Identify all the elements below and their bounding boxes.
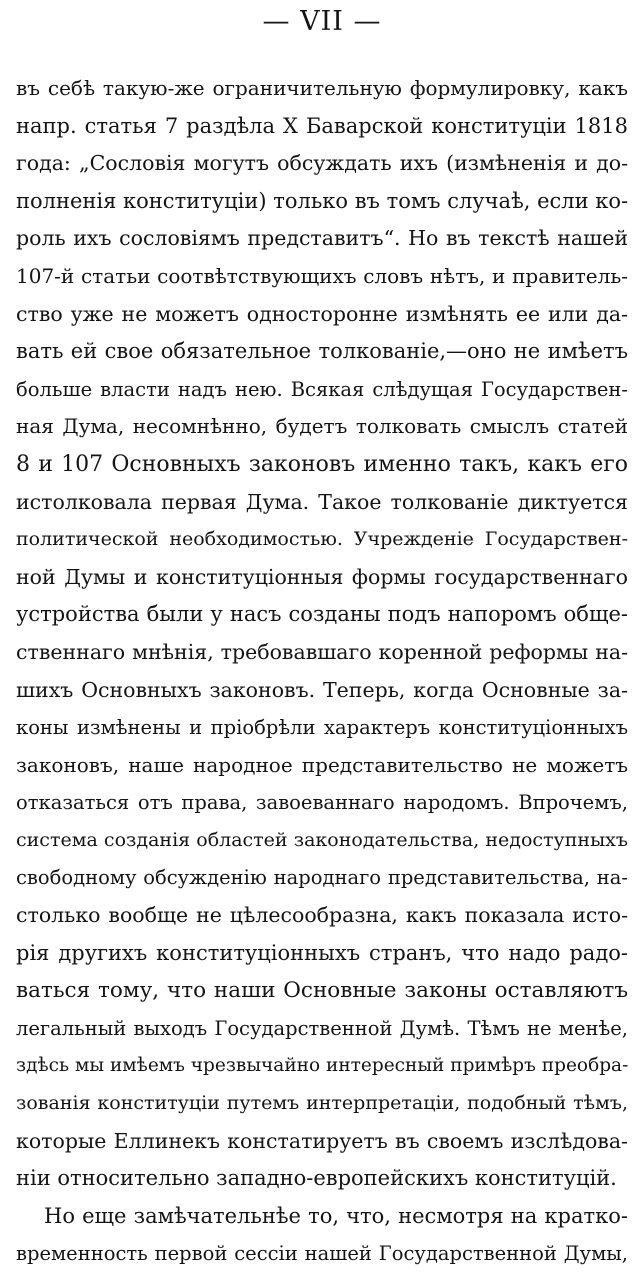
text-line: напр. статья 7 раздѣла X Баварской конституціи 1818 bbox=[16, 113, 628, 138]
text-line: 8 и 107 Основныхъ законовъ именно такъ, какъ его bbox=[16, 451, 628, 477]
page-number-header: — VII — bbox=[262, 6, 382, 37]
text-line: 107-й статьи соотвѣтствующихъ словъ нѣтъ, и правитель- bbox=[16, 263, 628, 288]
text-line: ная Дума, несомнѣнно, будетъ толковать смыслъ статей bbox=[16, 414, 628, 439]
body-text bbox=[16, 70, 628, 1273]
text-line: здѣсь мы имѣемъ чрезвычайно интересный примѣръ преобра- bbox=[16, 1055, 629, 1077]
text-line: ственнаго мнѣнія, требовавшаго коренной реформы на- bbox=[16, 639, 628, 664]
text-line: система созданія областей законодательства, недоступныхъ bbox=[16, 828, 628, 851]
text-line: Но еще замѣчательнѣе то, что, несмотря на кратко- bbox=[44, 1203, 628, 1228]
text-line: вать ей свое обязательное толкованіе,—оно не имѣетъ bbox=[16, 339, 628, 364]
text-line: шихъ Основныхъ законовъ. Теперь, когда Основные за- bbox=[16, 677, 628, 702]
text-line: зованія конституціи путемъ интерпретаціи, подобный тѣмъ, bbox=[16, 1092, 628, 1115]
text-line: ство уже не можетъ односторонне измѣнять ее или да- bbox=[16, 301, 628, 326]
text-line: истолковала первая Дума. Такое толкованіе диктуется bbox=[16, 489, 628, 514]
text-line: которые Еллинекъ констатируетъ въ своемъ изслѣдова- bbox=[16, 1128, 628, 1153]
text-line: коны измѣнены и пріобрѣли характеръ конституціонныхъ bbox=[16, 716, 628, 740]
text-line: временность первой сессіи нашей Государственной Думы, bbox=[16, 1242, 628, 1266]
text-line: ной Думы и конституціонныя формы государственнаго bbox=[16, 564, 628, 589]
text-line: больше власти надъ нею. Всякая слѣдущая Государствен- bbox=[16, 377, 628, 401]
text-line: ніи относительно западно-европейскихъ конституцій. bbox=[16, 1166, 617, 1191]
text-line: отказаться отъ права, завоеваннаго народомъ. Впрочемъ, bbox=[16, 791, 628, 815]
text-line: рія другихъ конституціонныхъ странъ, что надо радо- bbox=[16, 940, 628, 965]
text-line: устройства были у насъ созданы подъ напоромъ обще- bbox=[16, 602, 628, 627]
text-line: политической необходимостью. Учрежденіе Государствен- bbox=[16, 528, 628, 551]
text-line: въ себѣ такую-же ограничительную формулировку, какъ bbox=[16, 76, 628, 100]
text-line: полненія конституціи) только въ томъ случаѣ, если ко- bbox=[16, 188, 629, 213]
text-line: законовъ, наше народное представительство не можетъ bbox=[16, 752, 628, 777]
text-line: столько вообще не цѣлесообразна, какъ показала исто- bbox=[16, 903, 628, 928]
text-line: легальный выходъ Государственной Думѣ. Тѣмъ не менѣе, bbox=[16, 1016, 628, 1040]
text-line: года: „Сословія могутъ обсуждать ихъ (измѣненія и до- bbox=[16, 151, 628, 176]
text-line: роль ихъ сословіямъ представитъ“. Но въ текстѣ нашей bbox=[16, 226, 628, 251]
text-line: свободному обсужденію народнаго представительства, на- bbox=[16, 866, 628, 890]
text-line: ваться тому, что наши Основные законы оставляютъ bbox=[16, 978, 628, 1004]
